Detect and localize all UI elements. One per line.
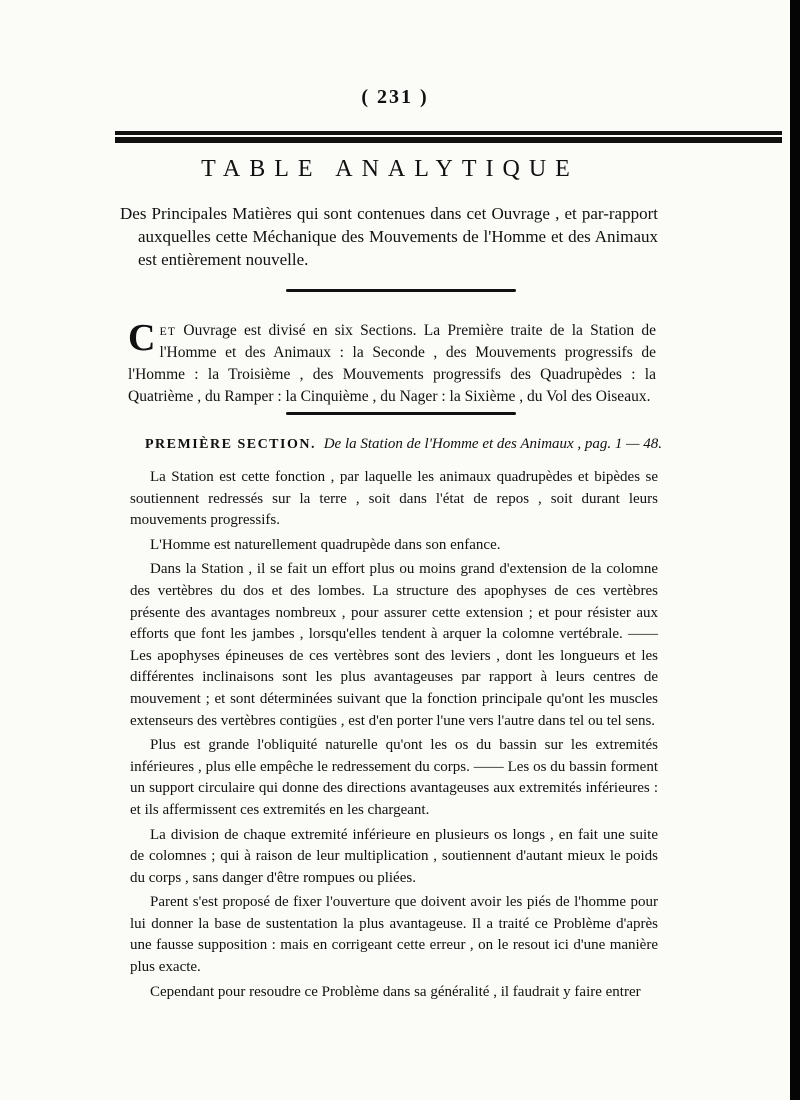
paragraph: L'Homme est naturellement quadrupède dans son enfance. xyxy=(150,536,501,553)
paragraph: Plus est grande l'obliquité naturelle qu'ont les os du bassin sur les extremités inférieures , plus elle empêche le redressement du corps. —— Les os du bassin forment un support circulaire qui donne des directions avantageuses aux extremités inférieures : et ils affermissent ces extremités en les chargeant. xyxy=(130,737,658,818)
ornamental-rule xyxy=(286,289,516,292)
scan-edge xyxy=(790,0,800,1100)
section-subtitle: De la Station de l'Homme et des Animaux , pag. 1 — 48. xyxy=(323,436,663,452)
page-title: TABLE ANALYTIQUE xyxy=(201,156,579,182)
section-body xyxy=(130,467,658,1003)
drop-cap: C xyxy=(128,317,156,359)
intro-paragraph xyxy=(128,317,656,408)
intro-text: Ouvrage est divisé en six Sections. La Première traite de la Station de l'Homme et des Animaux : la Seconde , des Mouvements progressifs de l'Homme : la Troisième , des Mouvements progressifs des Quadrupèdes : la Quatrième , du Ramper : la Cinquième , du Nager : la Sixième , du Vol des Oiseaux. xyxy=(128,322,656,405)
page-subtitle: Des Principales Matières qui sont contenues dans cet Ouvrage , et par-rapport auxquelles cette Méchanique des Mouvements de l'Homme et des Animaux est entièrement nouvelle. xyxy=(120,204,658,269)
header-rule-bottom xyxy=(115,137,782,143)
ornamental-rule xyxy=(286,412,516,415)
section-title: PREMIÈRE SECTION. xyxy=(145,437,316,452)
paragraph: Cependant pour resoudre ce Problème dans sa généralité , il faudrait y faire entrer xyxy=(150,983,641,1000)
paragraph: Dans la Station , il se fait un effort plus ou moins grand d'extension de la colomne des vertèbres du dos et des lombes. La structure des apophyses de ces vertèbres présente des avantages nombreux , pour assurer cette extension ; et pour résister aux efforts que font les jambes , lorsqu'elles tendent à arquer la colomne vertébrale. —— Les apophyses épineuses de ces vertèbres sont des leviers , dont les longueurs et les différentes inclinaisons sont les plus avantageuses par rapport à leurs centres de mouvement ; et sont déterminées suivant que la fonction principale qu'ont les muscles extenseurs des vertèbres contigües , est d'en porter l'une vers l'autre dans tel ou tel sens. xyxy=(130,561,658,729)
section-heading xyxy=(145,436,665,453)
paragraph: Parent s'est proposé de fixer l'ouverture que doivent avoir les piés de l'homme pour lui donner la base de sustentation la plus avantageuse. Il a traité ce Problème d'après une fausse supposition : mais en corrigeant cette erreur , on le resout ici d'une manière plus exacte. xyxy=(130,894,658,976)
paragraph: La division de chaque extremité inférieure en plusieurs os longs , en fait une suite de colomnes ; qui à raison de leur multiplication , soutiennent d'autant mieux le poids du corps , sans danger d'être rompues ou pliées. xyxy=(130,826,658,886)
intro-lead: ET xyxy=(159,324,177,338)
paragraph: La Station est cette fonction , par laquelle les animaux quadrupèdes et bipèdes se soutiennent redressés sur la terre , soit dans l'état de repos , soit durant leurs mouvements progressifs. xyxy=(130,469,658,529)
page-number: ( 231 ) xyxy=(361,86,429,108)
header-rule-top xyxy=(115,131,782,135)
